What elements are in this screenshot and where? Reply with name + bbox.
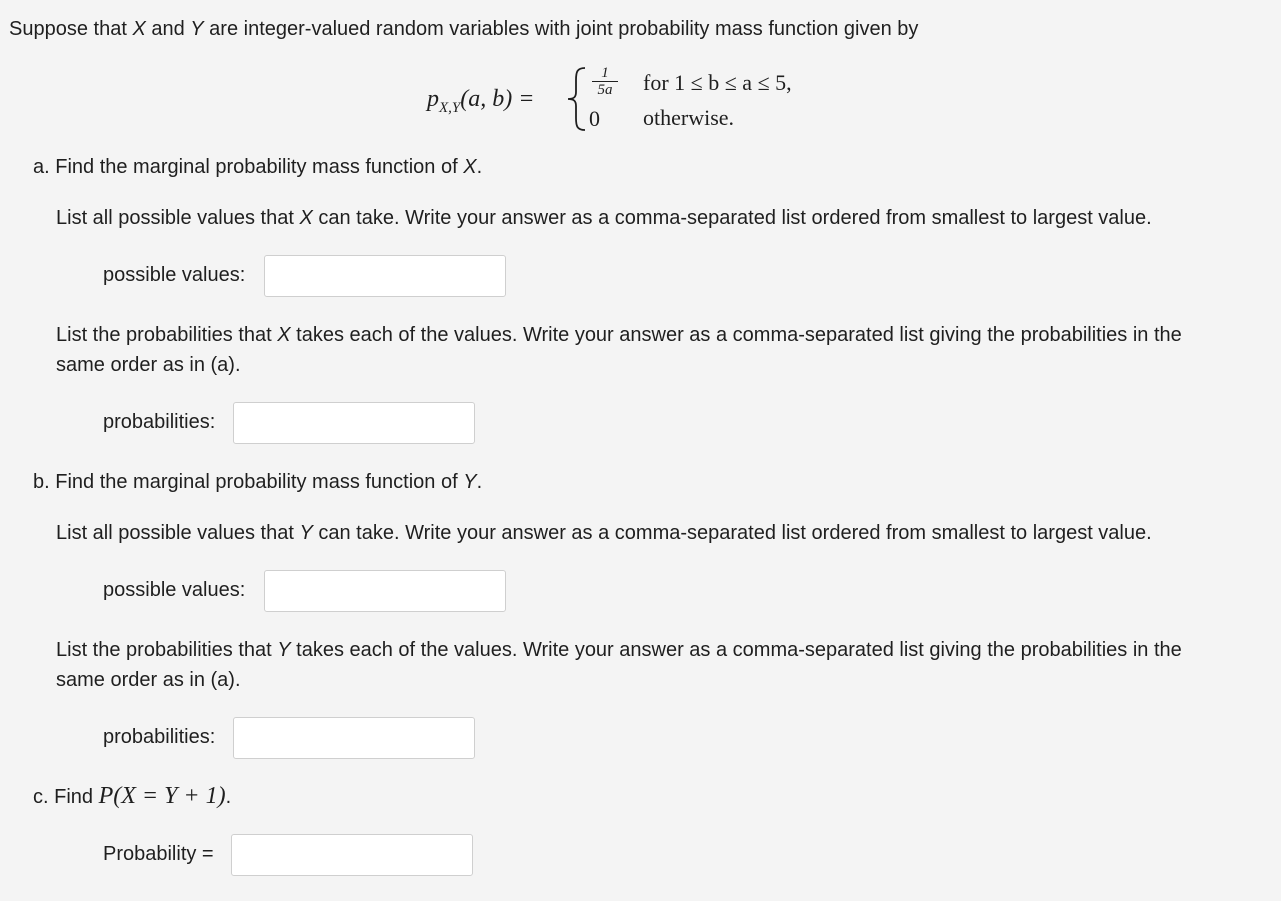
pmf-zero: 0 xyxy=(589,106,600,131)
part-a-probs-question-line2: same order as in (a). xyxy=(56,354,241,376)
intro-text: Suppose that X and Y are integer-valued random variables with joint probability mass function given by xyxy=(9,18,919,40)
part-c-probability-input[interactable] xyxy=(231,834,473,876)
part-b-values-question: List all possible values that Y can take. Write your answer as a comma-separated list ordered from smallest to largest value. xyxy=(56,522,1152,544)
part-a-values-input[interactable] xyxy=(264,255,506,297)
part-a-values-label: possible values: xyxy=(103,264,246,286)
part-b-values-label: possible values: xyxy=(103,579,246,601)
brace-icon xyxy=(565,66,589,132)
part-b-probs-input[interactable] xyxy=(233,717,475,759)
part-b-probs-label: probabilities: xyxy=(103,726,216,748)
part-a-values-question: List all possible values that X can take. Write your answer as a comma-separated list ordered from smallest to largest value. xyxy=(56,207,1152,229)
part-c-math: P(X = Y + 1) xyxy=(98,783,226,809)
part-c-label: Probability = xyxy=(103,843,214,865)
part-b-probs-question-line2: same order as in (a). xyxy=(56,669,241,691)
pmf-fraction: $\frac{1}{5a}$ xyxy=(592,65,618,98)
part-a-probs-input[interactable] xyxy=(233,402,475,444)
part-c-heading: c. Find P(X = Y + 1). xyxy=(33,783,232,809)
part-a-probs-label: probabilities: xyxy=(103,411,216,433)
part-b-probs-question: List the probabilities that Y takes each of the values. Write your answer as a comma-separated list giving the probabilities in the xyxy=(56,639,1182,661)
part-a-probs-question: List the probabilities that X takes each of the values. Write your answer as a comma-separated list giving the probabilities in the xyxy=(56,324,1182,346)
part-b-values-input[interactable] xyxy=(264,570,506,612)
part-b-heading: b. Find the marginal probability mass function of Y. xyxy=(33,471,483,493)
part-a-heading: a. Find the marginal probability mass function of X. xyxy=(33,156,483,178)
pmf-condition-2: otherwise. xyxy=(643,105,735,130)
pmf-condition-1: for 1 ≤ b ≤ a ≤ 5, xyxy=(643,70,792,95)
pmf-lhs: $p_{X,Y}(a$, b) = xyxy=(427,86,535,116)
